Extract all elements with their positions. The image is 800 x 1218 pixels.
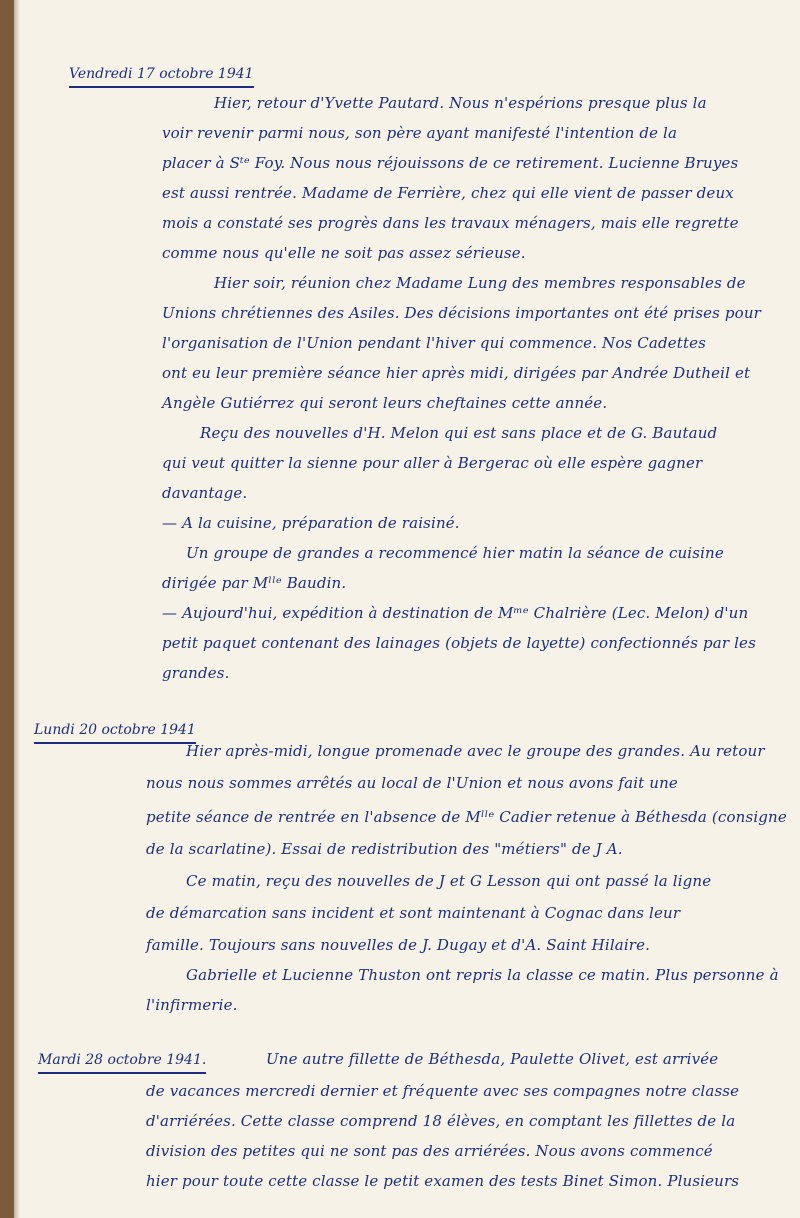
text-line: Ce matin, reçu des nouvelles de J et G Lesson qui ont passé la ligne	[186, 872, 712, 890]
text-line: Un groupe de grandes a recommencé hier matin la séance de cuisine	[186, 544, 724, 562]
text-line: Hier, retour d'Yvette Pautard. Nous n'espérions presque plus la	[214, 94, 707, 112]
text-line: Gabrielle et Lucienne Thuston ont repris la classe ce matin. Plus personne à	[186, 966, 779, 984]
text-line: comme nous qu'elle ne soit pas assez sérieuse.	[162, 244, 526, 262]
text-line: de vacances mercredi dernier et fréquente avec ses compagnes notre classe	[146, 1082, 740, 1100]
text-line: famille. Toujours sans nouvelles de J. Dugay et d'A. Saint Hilaire.	[146, 936, 651, 954]
text-line: l'infirmerie.	[146, 996, 238, 1014]
text-line: — Aujourd'hui, expédition à destination de Mᵐᵉ Chalrière (Lec. Melon) d'un	[162, 604, 749, 622]
text-line: de la scarlatine). Essai de redistribution des "métiers" de J A.	[146, 840, 623, 858]
text-line: nous nous sommes arrêtés au local de l'Union et nous avons fait une	[146, 774, 678, 792]
text-line: de démarcation sans incident et sont maintenant à Cognac dans leur	[146, 904, 681, 922]
text-line: division des petites qui ne sont pas des arriérées. Nous avons commencé	[146, 1142, 713, 1160]
text-line: d'arriérées. Cette classe comprend 18 élèves, en comptant les fillettes de la	[146, 1112, 736, 1130]
text-line: est aussi rentrée. Madame de Ferrière, chez qui elle vient de passer deux	[162, 184, 734, 202]
text-line: placer à Sᵗᵉ Foy. Nous nous réjouissons de ce retirement. Lucienne Bruyes	[162, 154, 739, 172]
text-line: Reçu des nouvelles d'H. Melon qui est sans place et de G. Bautaud	[200, 424, 718, 442]
text-line: qui veut quitter la sienne pour aller à Bergerac où elle espère gagner	[162, 454, 703, 472]
text-line: Hier soir, réunion chez Madame Lung des membres responsables de	[214, 274, 746, 292]
text-line: hier pour toute cette classe le petit examen des tests Binet Simon. Plusieurs	[146, 1172, 740, 1190]
text-line: — A la cuisine, préparation de raisiné.	[162, 514, 460, 532]
text-line: Hier après-midi, longue promenade avec le groupe des grandes. Au retour	[186, 742, 765, 760]
text-line: davantage.	[162, 484, 248, 502]
text-line: petite séance de rentrée en l'absence de Mˡˡᵉ Cadier retenue à Béthesda (consigne	[146, 808, 787, 826]
entry-date: Lundi 20 octobre 1941	[34, 722, 196, 744]
text-line: Unions chrétiennes des Asiles. Des décisions importantes ont été prises pour	[162, 304, 761, 322]
text-line: petit paquet contenant des lainages (objets de layette) confectionnés par les	[162, 634, 756, 652]
entry-date: Vendredi 17 octobre 1941	[69, 66, 254, 88]
text-line: l'organisation de l'Union pendant l'hiver qui commence. Nos Cadettes	[162, 334, 706, 352]
text-line: Angèle Gutiérrez qui seront leurs cheftaines cette année.	[162, 394, 608, 412]
text-line: voir revenir parmi nous, son père ayant manifesté l'intention de la	[162, 124, 678, 142]
text-line: mois a constaté ses progrès dans les travaux ménagers, mais elle regrette	[162, 214, 739, 232]
entry-date: Mardi 28 octobre 1941.	[38, 1052, 206, 1074]
text-line: Une autre fillette de Béthesda, Paulette Olivet, est arrivée	[266, 1050, 719, 1068]
text-line: ont eu leur première séance hier après midi, dirigées par Andrée Dutheil et	[162, 364, 751, 382]
text-line: grandes.	[162, 664, 230, 682]
text-line: dirigée par Mˡˡᵉ Baudin.	[162, 574, 347, 592]
